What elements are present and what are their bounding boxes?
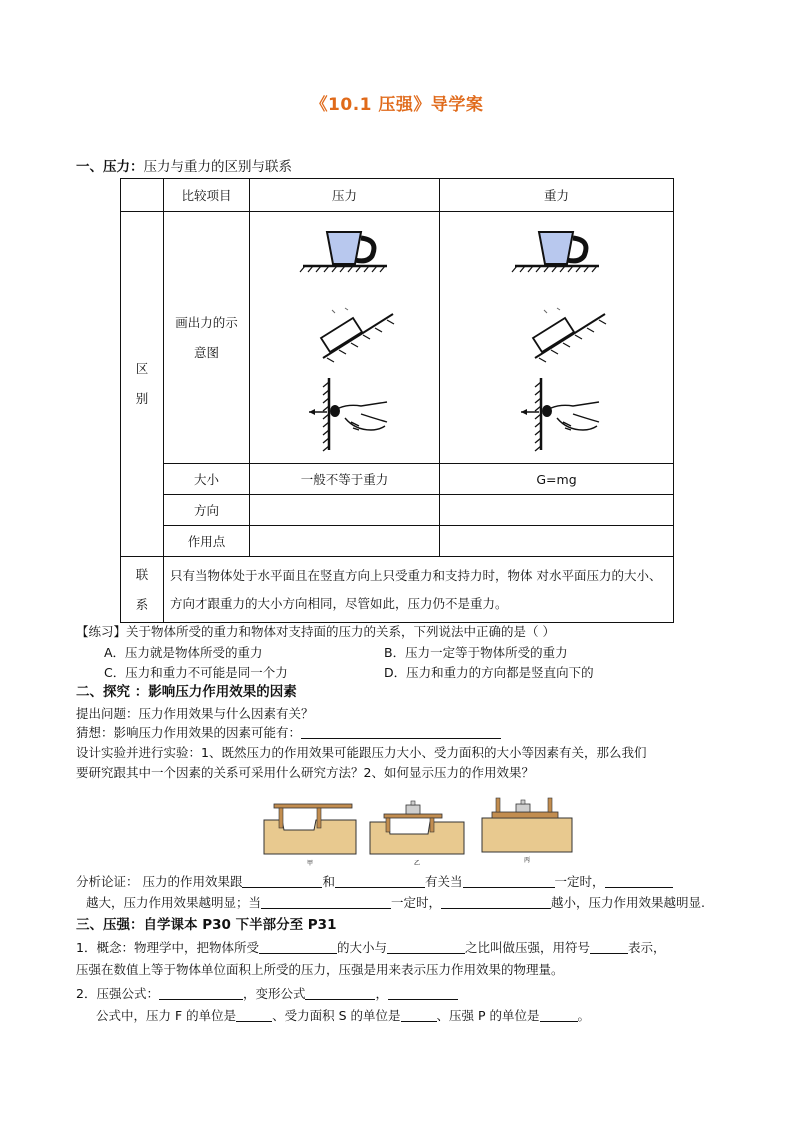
figure-bing <box>482 798 572 864</box>
cup-on-table-figure <box>300 232 387 272</box>
practice-option-b[interactable]: B．压力一定等于物体所受的重力 <box>384 645 568 660</box>
table-row-lianxi <box>121 557 674 623</box>
table-corner <box>121 179 164 212</box>
thumb-pressing-wall-figure <box>521 378 599 451</box>
figure-jia <box>264 804 356 867</box>
concept-line-1: 1．概念：物理学中，把物体所受 的大小与 之比叫做压强，用符号 表示， <box>76 940 666 955</box>
force-diagrams-gravity <box>467 218 647 458</box>
pressure-diagram-cell[interactable] <box>250 212 440 464</box>
table-header-row <box>121 179 674 212</box>
gravity-diagram-cell[interactable] <box>440 212 674 464</box>
concept-blank-2[interactable] <box>387 939 465 954</box>
block-on-incline-figure <box>321 308 394 362</box>
practice-option-a[interactable]: A．压力就是物体所受的重力 <box>104 645 263 660</box>
section1-heading: 一、压力： <box>76 159 144 175</box>
section2-question: 提出问题：压力作用效果与什么因素有关？ <box>76 706 314 721</box>
analysis-blank-1[interactable] <box>242 873 322 888</box>
analysis-blank-3[interactable] <box>463 873 555 888</box>
practice-option-d[interactable]: D．压力和重力的方向都是竖直向下的 <box>384 665 594 680</box>
unit-blank-f[interactable] <box>236 1007 272 1022</box>
lianxi-text: 只有当物体处于水平面且在竖直方向上只受重力和支持力时，物体 对水平面压力的大小、方向才跟重力的大小方向相同，尽管如此，压力仍不是重力。 <box>164 557 674 623</box>
header-item: 比较项目 <box>164 179 250 212</box>
header-pressure: 压力 <box>250 179 440 212</box>
fig-label-bing: 丙 <box>523 857 531 864</box>
formula-blank-3[interactable] <box>388 985 458 1000</box>
practice-option-c[interactable]: C．压力和重力不可能是同一个力 <box>104 665 288 680</box>
section2-design-1: 设计实验并进行实验：1、既然压力的作用效果可能跟压力大小、受力面积的大小等因素有关，那么我们 <box>76 745 647 760</box>
header-gravity: 重力 <box>440 179 674 212</box>
size-gravity: G=mg <box>440 464 674 495</box>
practice-question: 【练习】关于物体所受的重力和物体对支持面的压力的关系，下列说法中正确的是（ ） <box>76 624 555 639</box>
section2-hypothesis: 猜想：影响压力作用效果的因素可能有： <box>76 723 501 743</box>
analysis-blank-2[interactable] <box>335 873 425 888</box>
row-label-direction: 方向 <box>164 495 250 526</box>
direction-gravity-blank[interactable] <box>440 495 674 526</box>
formula-blank-2[interactable] <box>305 985 375 1000</box>
sponge-experiment-figures <box>260 796 580 868</box>
concept-line-2: 压强在数值上等于物体单位面积上所受的压力，压强是用来表示压力作用效果的物理量。 <box>76 962 564 977</box>
block-on-incline-figure <box>533 308 606 362</box>
table-row-diagram <box>121 212 674 464</box>
concept-blank-1[interactable] <box>259 939 337 954</box>
cup-on-table-figure <box>512 232 599 272</box>
unit-blank-p[interactable] <box>540 1007 578 1022</box>
lianxi-label: 联 系 <box>121 557 164 623</box>
analysis-line-2: 越大，压力作用效果越明显；当 一定时， 越小，压力作用效果越明显. <box>86 895 706 910</box>
fig-label-yi: 乙 <box>413 860 421 867</box>
formula-blank-1[interactable] <box>159 985 243 1000</box>
analysis-blank-6[interactable] <box>441 894 551 909</box>
size-pressure: 一般不等于重力 <box>250 464 440 495</box>
thumb-pressing-wall-figure <box>309 378 387 451</box>
table-row-size <box>121 464 674 495</box>
analysis-blank-5[interactable] <box>261 894 391 909</box>
force-diagrams-pressure <box>255 218 435 458</box>
concept-blank-3[interactable] <box>590 939 628 954</box>
comparison-table <box>120 178 674 623</box>
formula-line: 2．压强公式： ，变形公式 ， <box>76 984 458 1004</box>
section1-subtitle: 压力与重力的区别与联系 <box>143 159 292 175</box>
table-row-direction <box>121 495 674 526</box>
unit-blank-s[interactable] <box>401 1007 437 1022</box>
units-line: 公式中，压力 F 的单位是 、受力面积 S 的单位是 、压强 P 的单位是 。 <box>96 1008 591 1023</box>
qubie-label: 区 别 <box>121 212 164 557</box>
analysis-blank-4[interactable] <box>605 873 673 888</box>
figure-yi <box>370 801 464 867</box>
section2-heading: 二、探究 ：影响压力作用效果的因素 <box>76 684 297 700</box>
point-pressure-blank[interactable] <box>250 526 440 557</box>
point-gravity-blank[interactable] <box>440 526 674 557</box>
section3-heading: 三、压强：自学课本 P30 下半部分至 P31 <box>76 917 337 933</box>
draw-label: 画出力的示 意图 <box>164 212 250 464</box>
row-label-size: 大小 <box>164 464 250 495</box>
page-title: 《10.1 压强》导学案 <box>310 95 484 115</box>
hypothesis-blank[interactable] <box>301 724 501 739</box>
table-row-point <box>121 526 674 557</box>
direction-pressure-blank[interactable] <box>250 495 440 526</box>
row-label-point: 作用点 <box>164 526 250 557</box>
fig-label-jia: 甲 <box>306 860 314 867</box>
analysis-line-1: 分析论证： 压力的作用效果跟 和 有关当 一定时， <box>76 872 673 892</box>
section2-design-2: 要研究跟其中一个因素的关系可采用什么研究方法？2、如何显示压力的作用效果？ <box>76 765 534 780</box>
section1-heading-row <box>76 157 292 177</box>
